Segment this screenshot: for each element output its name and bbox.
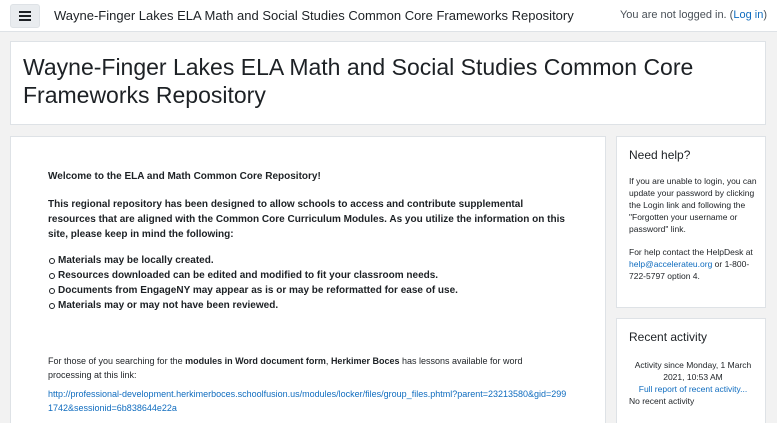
no-recent-activity-text: No recent activity — [629, 396, 695, 406]
recent-activity-title: Recent activity — [629, 330, 708, 344]
not-logged-in-text: You are not logged in. ( — [619, 9, 734, 21]
drawer-toggle-button[interactable] — [10, 4, 40, 28]
word-bold-modules: modules in Word document form — [185, 356, 326, 366]
list-item: Resources downloaded can be edited and modified to fit your classroom needs. — [48, 268, 568, 283]
list-item: Materials may or may not have been reviewed. — [48, 298, 568, 313]
full-report-link[interactable]: Full report of recent activity... — [638, 384, 748, 394]
list-item: Documents from EngageNY may appear as is or may be reformatted for ease of use. — [48, 283, 568, 298]
welcome-section — [48, 169, 568, 415]
guidelines-list — [48, 253, 568, 313]
word-text-1: For those of you searching for the — [48, 356, 186, 366]
help-contact-paragraph — [629, 246, 757, 282]
site-name-link[interactable]: Wayne-Finger Lakes ELA Math and Social Studies Common Core Frameworks Repository — [54, 8, 574, 23]
word-bold-herkimer: Herkimer Boces — [330, 356, 400, 366]
word-documents-paragraph — [48, 354, 568, 382]
helpdesk-email-link[interactable]: help@accelerateu.org — [629, 259, 713, 269]
page-header — [10, 41, 766, 125]
need-help-title: Need help? — [629, 148, 691, 162]
login-info — [620, 9, 767, 21]
main-content — [10, 136, 606, 423]
recent-activity-body — [629, 359, 757, 407]
page-title: Wayne-Finger Lakes ELA Math and Social Studies Common Core Frameworks Repository — [23, 54, 694, 108]
activity-since-text: Activity since Monday, 1 March 2021, 10:53 AM — [634, 360, 752, 382]
helpdesk-prefix: For help contact the HelpDesk at — [629, 247, 753, 257]
intro-paragraph: This regional repository has been designed to allow schools to access and contribute supplemental resources that are aligned with the Common Core Curriculum Modules. As you utilize the information on this site, please keep in mind the following: — [48, 199, 565, 240]
hamburger-icon — [19, 11, 31, 21]
need-help-block — [616, 136, 766, 308]
word-text-2: , — [325, 356, 331, 366]
welcome-heading: Welcome to the ELA and Math Common Core Repository! — [48, 171, 321, 182]
login-close-paren: ) — [763, 9, 767, 21]
need-help-body — [629, 175, 757, 293]
recent-activity-block — [616, 318, 766, 423]
word-text-3: has lessons available for word processing at this link: — [48, 356, 523, 380]
herkimer-modules-link[interactable]: http://professional-development.herkimerboces.schoolfusion.us/modules/locker/files/group_files.phtml?parent=23213580&gid=2991742&sessionid=6b838644e22a — [48, 389, 567, 413]
login-link[interactable]: Log in — [733, 9, 764, 21]
list-item: Materials may be locally created. — [48, 253, 568, 268]
helpdesk-phone: or 1-800-722-5797 option 4. — [629, 259, 750, 281]
top-navbar — [0, 0, 777, 32]
help-login-paragraph: If you are unable to login, you can update your password by clicking the Login link and following the "Forgotten your username or password" link. — [629, 176, 757, 234]
